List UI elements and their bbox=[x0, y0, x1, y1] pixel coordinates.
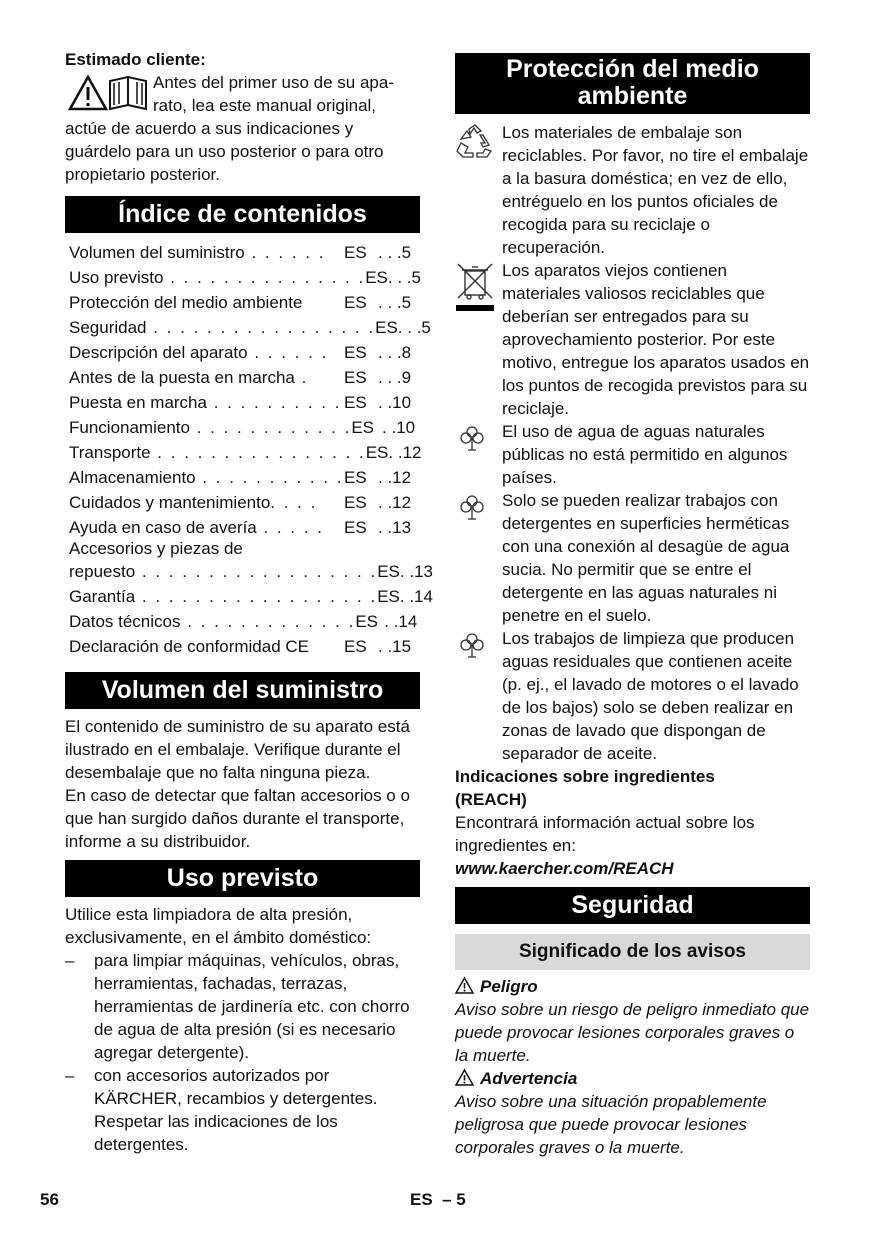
toc-title bbox=[69, 635, 344, 658]
toc-lang: ES bbox=[344, 518, 367, 537]
toc-row bbox=[69, 439, 420, 464]
toc-lang: ES bbox=[344, 368, 367, 387]
toc-row bbox=[69, 264, 420, 289]
toc-title-text: Datos técnicos bbox=[69, 612, 181, 631]
toc-heading: Índice de contenidos bbox=[65, 196, 420, 233]
toc-lang: ES bbox=[377, 587, 400, 606]
toc-row bbox=[69, 608, 420, 633]
toc-row bbox=[69, 239, 420, 264]
tree-icon bbox=[457, 493, 487, 523]
toc-lang: ES bbox=[365, 268, 388, 287]
toc-row bbox=[69, 414, 420, 439]
toc-lang: ES bbox=[351, 418, 375, 437]
reach-heading-line2: (REACH) bbox=[455, 790, 527, 809]
toc-lang: ES bbox=[377, 562, 400, 581]
toc-row bbox=[69, 289, 420, 314]
toc-lang: ES bbox=[375, 318, 398, 337]
toc-dots: . . . . . . . . . . . . . . . . . . bbox=[135, 587, 378, 606]
toc-page: . . .5 bbox=[378, 293, 412, 312]
volumen-paragraph-1: El contenido de suministro de su aparato está ilustrado en el embalaje. Verifique durante el desembalaje que no falta ninguna pieza. bbox=[65, 717, 410, 782]
list-item: – con accesorios autorizados por KÄRCHER, recambios y detergentes. Respetar las indicaciones de los detergentes. bbox=[65, 1064, 420, 1156]
page-number: 56 bbox=[40, 1190, 59, 1209]
toc-page: . .13 bbox=[399, 562, 433, 581]
toc-title-text: Ayuda en caso de avería bbox=[69, 518, 257, 537]
toc-title bbox=[69, 366, 344, 389]
toc-title-text: Garantía bbox=[69, 587, 136, 606]
toc-title bbox=[69, 316, 375, 339]
toc-row bbox=[69, 389, 420, 414]
warning-triangle-icon bbox=[455, 977, 474, 994]
toc-title-text: Puesta en marcha bbox=[69, 393, 207, 412]
toc-lang: ES bbox=[344, 468, 367, 487]
intro-section bbox=[65, 48, 420, 186]
warning-triangle-icon bbox=[455, 1069, 474, 1086]
toc-dots: . . . . . . bbox=[247, 343, 329, 362]
toc-lang: ES bbox=[365, 443, 389, 462]
toc-dots: . . . . . . . . . . bbox=[206, 393, 342, 412]
toc-page: . .12 bbox=[378, 493, 412, 512]
toc-title-text: Declaración de conformidad CE bbox=[69, 637, 310, 656]
toc-row bbox=[69, 583, 433, 608]
proteccion-heading-line1: Protección del medio bbox=[506, 55, 759, 83]
toc-title-text: Descripción del aparato bbox=[69, 343, 248, 362]
toc-page: . .13 bbox=[378, 518, 412, 537]
toc-row bbox=[69, 339, 420, 364]
toc-title bbox=[69, 491, 344, 514]
toc-page: . .10 bbox=[382, 418, 416, 437]
toc-row bbox=[69, 364, 420, 389]
toc-page: . . .9 bbox=[378, 368, 412, 387]
env-item-water-1 bbox=[455, 420, 810, 489]
toc-title-text: Antes de la puesta en marcha bbox=[69, 368, 295, 387]
toc-title bbox=[69, 341, 344, 364]
toc-lang: ES bbox=[344, 343, 367, 362]
env-item-bin bbox=[455, 259, 810, 420]
toc-row bbox=[69, 489, 420, 514]
toc-dots: . . . . . bbox=[256, 518, 324, 537]
toc-lang: ES bbox=[344, 393, 367, 412]
toc-lang: ES bbox=[344, 637, 367, 656]
toc-page: . .12 bbox=[378, 468, 412, 487]
proteccion-heading-line2: ambiente bbox=[577, 82, 688, 110]
toc-lang: ES bbox=[355, 612, 378, 631]
advertencia-label bbox=[455, 1067, 810, 1090]
proteccion-heading bbox=[455, 53, 810, 114]
page-reference: ES – 5 bbox=[410, 1190, 466, 1209]
uso-heading: Uso previsto bbox=[65, 860, 420, 897]
toc-page: . . .5 bbox=[378, 243, 412, 262]
toc-page: . .15 bbox=[378, 637, 412, 656]
toc-title-text: Almacenamiento bbox=[69, 468, 196, 487]
toc-title bbox=[69, 610, 355, 633]
toc-row bbox=[69, 314, 431, 339]
reach-link[interactable]: www.kaercher.com/REACH bbox=[455, 859, 674, 878]
env-text-4: Solo se pueden realizar trabajos con detergentes en superficies herméticas con una conexión al desagüe de agua sucia. No permitir que se entre el detergente en las aguas naturales ni penetre en el suelo. bbox=[502, 491, 790, 625]
toc-row bbox=[69, 539, 433, 583]
left-column bbox=[65, 48, 433, 1156]
toc-title-text: repuesto bbox=[69, 562, 136, 581]
env-item-recycle bbox=[455, 121, 810, 259]
toc-title-text: Cuidados y mantenimiento bbox=[69, 493, 271, 512]
toc-page: . . .5 bbox=[397, 318, 431, 337]
volumen-heading: Volumen del suministro bbox=[65, 672, 420, 709]
toc-page: . . .5 bbox=[387, 268, 421, 287]
toc-title bbox=[69, 466, 344, 489]
toc-dots: . . . . . . . . . . . . . . . . . . bbox=[135, 562, 378, 581]
toc-lang: ES bbox=[344, 243, 367, 262]
intro-heading: Estimado cliente: bbox=[65, 50, 206, 69]
toc-title-text: Transporte bbox=[69, 443, 151, 462]
toc-dots: . bbox=[294, 368, 309, 387]
toc-title-text: Funcionamiento bbox=[69, 418, 190, 437]
volumen-paragraph-2: En caso de detectar que faltan accesorios o o que han surgido daños durante el transporte, informe a su distribuidor. bbox=[65, 786, 410, 851]
list-item: – para limpiar máquinas, vehículos, obras, herramientas, fachadas, terrazas, herramientas de jardinería etc. con chorro de agua de alta presión (si es necesario agregar detergente). bbox=[65, 949, 420, 1064]
toc-page: . .14 bbox=[399, 587, 433, 606]
toc-page: . .14 bbox=[384, 612, 418, 631]
toc-dots: . . . . . . . . . . . . . . . . bbox=[150, 443, 366, 462]
toc-dots: . . . . . . bbox=[244, 243, 326, 262]
advertencia-text: Aviso sobre una situación propablemente peligrosa que puede provocar lesiones corporales graves o la muerte. bbox=[455, 1092, 767, 1157]
toc-lang: ES bbox=[344, 293, 367, 312]
toc-dots: . . . . . . . . . . . bbox=[195, 468, 344, 487]
env-text-3: El uso de agua de aguas naturales públicas no está permitido en algunos países. bbox=[502, 422, 788, 487]
avisos-subheading: Significado de los avisos bbox=[455, 934, 810, 970]
env-item-water-2 bbox=[455, 489, 810, 627]
toc-title bbox=[69, 241, 344, 264]
table-of-contents bbox=[65, 239, 433, 658]
toc-row bbox=[69, 464, 420, 489]
toc-title-text: Protección del medio ambiente bbox=[69, 293, 303, 312]
intro-text-rest: actúe de acuerdo a sus indicaciones y guárdelo para un uso posterior o para otro propietario posterior. bbox=[65, 119, 384, 184]
toc-lang: ES bbox=[344, 493, 367, 512]
intro-text-line1: Antes del primer uso de su apa- bbox=[153, 73, 394, 92]
toc-dots: . . . . . . . . . . . . . . . bbox=[163, 268, 366, 287]
uso-paragraph: Utilice esta limpiadora de alta presión, exclusivamente, en el ámbito doméstico: bbox=[65, 905, 372, 947]
toc-title-line1: Accesorios y piezas de bbox=[69, 539, 243, 558]
env-text-2: Los aparatos viejos contienen materiales valiosos reciclables que deberían ser entregados para su aprovechamiento posterior. Por este motivo, entregue los aparatos usados en los puntos de recogida previstos para su reciclaje. bbox=[502, 261, 810, 418]
toc-title bbox=[69, 416, 351, 439]
env-item-water-3 bbox=[455, 627, 810, 765]
toc-title-text: Volumen del suministro bbox=[69, 243, 245, 262]
uso-list bbox=[65, 949, 420, 1156]
peligro-label-text: Peligro bbox=[480, 977, 538, 996]
crossed-bin-icon bbox=[455, 261, 495, 317]
tree-icon bbox=[457, 424, 487, 454]
toc-title bbox=[69, 441, 366, 464]
toc-row bbox=[69, 514, 420, 539]
toc-dots: . . . . . . . . . . . . bbox=[189, 418, 352, 437]
toc-title bbox=[69, 516, 344, 539]
toc-page: . . .8 bbox=[378, 343, 412, 362]
toc-title bbox=[69, 291, 344, 314]
reach-heading-line1: Indicaciones sobre ingredientes bbox=[455, 767, 715, 786]
tree-icon bbox=[457, 631, 487, 661]
env-text-1: Los materiales de embalaje son reciclables. Por favor, no tire el embalaje a la basura doméstica; en vez de ello, entréguelo en los puntos oficiales de recogida para su reciclaje o recuperación. bbox=[502, 123, 809, 257]
recycle-icon bbox=[455, 123, 495, 163]
toc-title bbox=[69, 266, 365, 289]
toc-page: . .12 bbox=[388, 443, 422, 462]
toc-title bbox=[69, 585, 377, 608]
peligro-label bbox=[455, 975, 810, 998]
warning-manual-icon bbox=[68, 73, 148, 113]
advertencia-label-text: Advertencia bbox=[480, 1069, 578, 1088]
toc-dots: . . . . bbox=[270, 493, 318, 512]
toc-title-text: Uso previsto bbox=[69, 268, 164, 287]
env-text-5: Los trabajos de limpieza que producen aguas residuales que contienen aceite (p. ej., el lavado de motores o el lavado de los bajos) solo se deben realizar en zonas de lavado que dispongan de separador de aceite. bbox=[502, 629, 799, 763]
toc-dots: . . . . . . . . . . . . . bbox=[180, 612, 356, 631]
peligro-text: Aviso sobre un riesgo de peligro inmediato que puede provocar lesiones corporales graves o la muerte. bbox=[455, 1000, 810, 1065]
toc-row bbox=[69, 633, 420, 658]
seguridad-heading: Seguridad bbox=[455, 887, 810, 924]
intro-text-line2: rato, lea este manual original, bbox=[153, 96, 377, 115]
toc-title-text: Seguridad bbox=[69, 318, 147, 337]
proteccion-list bbox=[455, 121, 810, 765]
reach-text: Encontrará información actual sobre los ingredientes en: bbox=[455, 813, 755, 855]
toc-dots: . . . . . . . . . . . . . . . . . bbox=[146, 318, 376, 337]
toc-page: . .10 bbox=[378, 393, 412, 412]
toc-title bbox=[69, 391, 344, 414]
toc-title bbox=[69, 537, 377, 583]
right-column bbox=[455, 53, 810, 1159]
